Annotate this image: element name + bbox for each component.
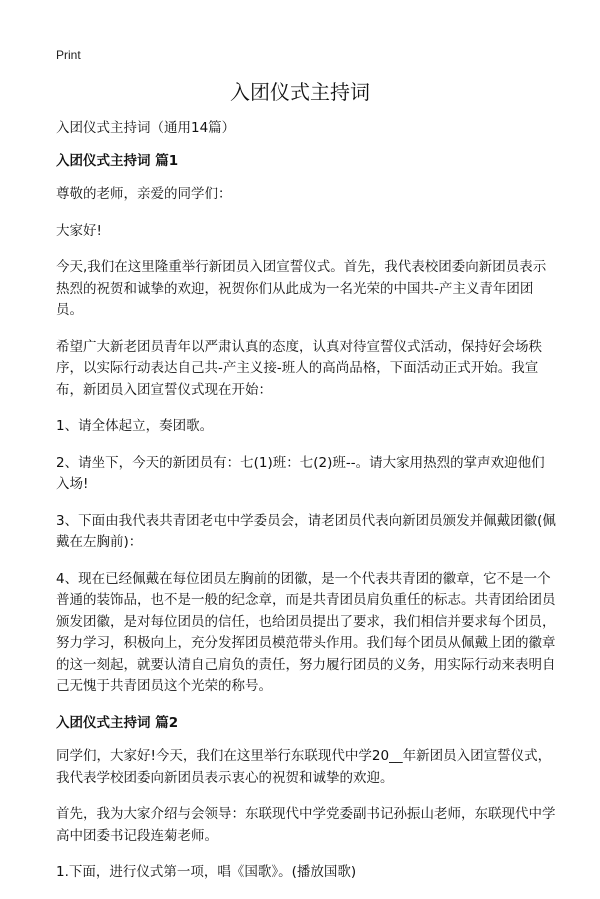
page-title: 入团仪式主持词 <box>230 80 370 104</box>
paragraph-opening: 今天,我们在这里隆重举行新团员入团宣誓仪式。首先，我代表校团委向新团员表示热烈的祝贺和诚挚的欢迎，祝贺你们从此成为一名光荣的中国共-产主义青年团团员。 <box>56 259 547 318</box>
document-body <box>56 118 556 899</box>
paragraph-introduction: 首先，我为大家介绍与会领导：东联现代中学党委副书记孙振山老师，东联现代中学高中团委书记段连菊老师。 <box>56 806 556 844</box>
document-subtitle: 入团仪式主持词（通用14篇） <box>56 120 236 136</box>
section-heading-2: 入团仪式主持词 篇2 <box>56 714 179 731</box>
paragraph-anthem: 1.下面，进行仪式第一项，唱《国歌》。(播放国歌) <box>56 864 357 880</box>
print-label[interactable]: Print <box>56 48 81 62</box>
section-heading-1: 入团仪式主持词 篇1 <box>56 152 179 169</box>
paragraph-step-3: 3、下面由我代表共青团老屯中学委员会，请老团员代表向新团员颁发并佩戴团徽(佩戴在左胸前)： <box>56 512 556 550</box>
paragraph-step-1: 1、请全体起立，奏团歌。 <box>56 418 214 434</box>
paragraph-salutation: 尊敬的老师，亲爱的同学们： <box>56 186 232 202</box>
paragraph-hope: 希望广大新老团员青年以严肃认真的态度，认真对待宣誓仪式活动，保持好会场秩序，以实际行动表达自己共-产主义接-班人的高尚品格，下面活动正式开始。我宣布，新团员入团宣誓仪式现在开始： <box>56 338 542 398</box>
paragraph-step-2: 2、请坐下，今天的新团员有：七(1)班：七(2)班--。请大家用热烈的掌声欢迎他们入场! <box>56 454 545 492</box>
paragraph-welcome: 同学们，大家好!今天，我们在这里举行东联现代中学20__年新团员入团宣誓仪式，我代表学校团委向新团员表示衷心的祝贺和诚挚的欢迎。 <box>56 748 552 786</box>
paragraph-greeting: 大家好! <box>56 222 102 239</box>
paragraph-step-4: 4、现在已经佩戴在每位团员左胸前的团徽，是一个代表共青团的徽章，它不是一个普通的装饰品，也不是一般的纪念章，而是共青团员肩负重任的标志。共青团给团员颁发团徽，是对每位团员的信任，也给团员提出了要求，我们相信并要求每个团员，努力学习，积极向上，充分发挥团员模范带头作用。我们每个团员从佩戴上团的徽章的这一刻起，就要认清自己肩负的责任，努力履行团员的义务，用实际行动来表明自己无愧于共青团员这个光荣的称号。 <box>56 570 556 694</box>
